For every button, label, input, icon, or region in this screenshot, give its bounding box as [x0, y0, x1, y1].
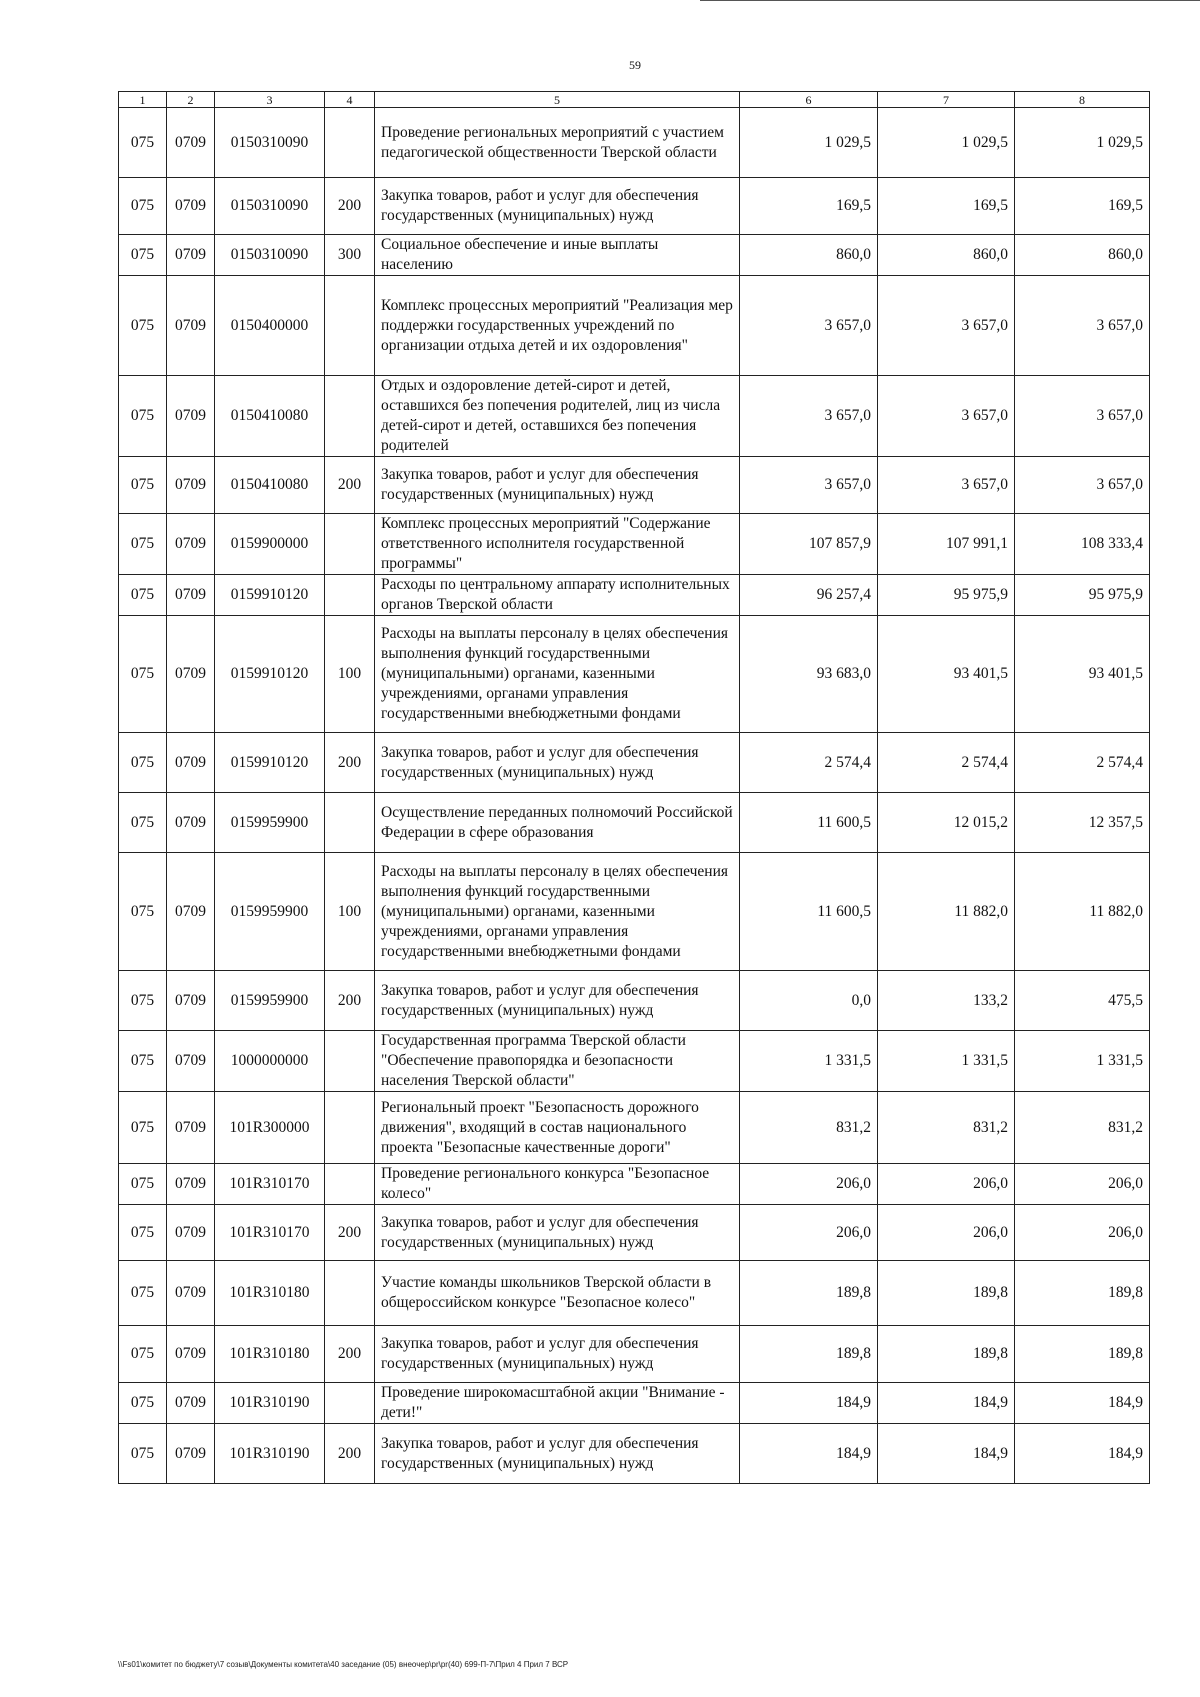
- table-row: [119, 1383, 1150, 1424]
- cell-code-expense-type: 100: [325, 853, 375, 971]
- cell-amount-year2: 184,9: [878, 1383, 1015, 1424]
- cell-code-expense-type: 200: [325, 971, 375, 1031]
- cell-amount-year1: 169,5: [740, 178, 878, 235]
- cell-code-section: 0709: [167, 514, 215, 575]
- cell-code-ministry: 075: [119, 235, 167, 276]
- table-row: [119, 178, 1150, 235]
- table-row: [119, 971, 1150, 1031]
- cell-amount-year1: 189,8: [740, 1326, 878, 1383]
- table-row: [119, 1205, 1150, 1261]
- cell-code-ministry: 075: [119, 971, 167, 1031]
- cell-code-target: 0150410080: [215, 376, 325, 457]
- cell-description: Расходы на выплаты персоналу в целях обеспечения выполнения функций государственными (муниципальными) органами, казенными учреждениями, органами управления государственными внебюджетными фондами: [375, 616, 740, 733]
- cell-description: Комплекс процессных мероприятий "Реализация мер поддержки государственных учреждений по организации отдыха детей и их оздоровления": [375, 276, 740, 376]
- cell-description: Осуществление переданных полномочий Российской Федерации в сфере образования: [375, 793, 740, 853]
- cell-code-target: 0159910120: [215, 575, 325, 616]
- cell-description: Проведение широкомасштабной акции "Внимание - дети!": [375, 1383, 740, 1424]
- cell-code-expense-type: 200: [325, 1205, 375, 1261]
- header-col-2: 2: [167, 92, 215, 108]
- cell-code-section: 0709: [167, 235, 215, 276]
- cell-code-expense-type: [325, 1031, 375, 1092]
- cell-amount-year3: 95 975,9: [1015, 575, 1150, 616]
- header-col-5: 5: [375, 92, 740, 108]
- cell-code-ministry: 075: [119, 276, 167, 376]
- table-row: [119, 1326, 1150, 1383]
- cell-code-expense-type: 200: [325, 733, 375, 793]
- cell-code-section: 0709: [167, 178, 215, 235]
- cell-description: Комплекс процессных мероприятий "Содержание ответственного исполнителя государственной программы": [375, 514, 740, 575]
- cell-code-target: 101R310190: [215, 1383, 325, 1424]
- cell-code-section: 0709: [167, 1031, 215, 1092]
- cell-code-expense-type: [325, 575, 375, 616]
- cell-amount-year2: 95 975,9: [878, 575, 1015, 616]
- cell-amount-year3: 206,0: [1015, 1205, 1150, 1261]
- cell-amount-year3: 93 401,5: [1015, 616, 1150, 733]
- cell-amount-year1: 0,0: [740, 971, 878, 1031]
- budget-table: [118, 91, 1150, 1484]
- cell-code-target: 0159910120: [215, 733, 325, 793]
- table-row: [119, 1424, 1150, 1484]
- cell-amount-year3: 1 029,5: [1015, 108, 1150, 178]
- cell-code-target: 0159959900: [215, 971, 325, 1031]
- cell-code-expense-type: [325, 1261, 375, 1326]
- cell-description: Социальное обеспечение и иные выплаты населению: [375, 235, 740, 276]
- cell-amount-year3: 189,8: [1015, 1261, 1150, 1326]
- cell-code-target: 101R310180: [215, 1261, 325, 1326]
- cell-code-target: 0159900000: [215, 514, 325, 575]
- table-row: [119, 235, 1150, 276]
- table-row: [119, 1164, 1150, 1205]
- table-row: [119, 793, 1150, 853]
- cell-amount-year2: 206,0: [878, 1164, 1015, 1205]
- cell-amount-year1: 11 600,5: [740, 853, 878, 971]
- cell-amount-year2: 831,2: [878, 1092, 1015, 1164]
- cell-description: Закупка товаров, работ и услуг для обеспечения государственных (муниципальных) нужд: [375, 1424, 740, 1484]
- table-row: [119, 575, 1150, 616]
- cell-code-target: 0159959900: [215, 793, 325, 853]
- cell-code-section: 0709: [167, 1261, 215, 1326]
- cell-code-section: 0709: [167, 1164, 215, 1205]
- cell-code-target: 101R300000: [215, 1092, 325, 1164]
- cell-amount-year1: 184,9: [740, 1383, 878, 1424]
- cell-code-section: 0709: [167, 276, 215, 376]
- cell-code-expense-type: [325, 1164, 375, 1205]
- cell-code-target: 0159959900: [215, 853, 325, 971]
- cell-code-section: 0709: [167, 376, 215, 457]
- table-row: [119, 376, 1150, 457]
- cell-amount-year2: 11 882,0: [878, 853, 1015, 971]
- cell-amount-year3: 108 333,4: [1015, 514, 1150, 575]
- cell-code-ministry: 075: [119, 1326, 167, 1383]
- cell-amount-year3: 12 357,5: [1015, 793, 1150, 853]
- cell-code-section: 0709: [167, 1205, 215, 1261]
- cell-code-expense-type: [325, 1092, 375, 1164]
- cell-amount-year1: 206,0: [740, 1205, 878, 1261]
- cell-amount-year3: 1 331,5: [1015, 1031, 1150, 1092]
- cell-code-target: 0150410080: [215, 457, 325, 514]
- header-col-1: 1: [119, 92, 167, 108]
- cell-code-target: 101R310180: [215, 1326, 325, 1383]
- table-row: [119, 1261, 1150, 1326]
- cell-code-target: 1000000000: [215, 1031, 325, 1092]
- cell-description: Закупка товаров, работ и услуг для обеспечения государственных (муниципальных) нужд: [375, 971, 740, 1031]
- cell-code-expense-type: [325, 276, 375, 376]
- cell-amount-year3: 11 882,0: [1015, 853, 1150, 971]
- cell-amount-year1: 107 857,9: [740, 514, 878, 575]
- cell-description: Региональный проект "Безопасность дорожного движения", входящий в состав национального проекта "Безопасные качественные дороги": [375, 1092, 740, 1164]
- cell-code-ministry: 075: [119, 1164, 167, 1205]
- cell-code-target: 0150400000: [215, 276, 325, 376]
- cell-code-ministry: 075: [119, 178, 167, 235]
- cell-code-target: 0159910120: [215, 616, 325, 733]
- cell-amount-year2: 3 657,0: [878, 276, 1015, 376]
- cell-amount-year2: 2 574,4: [878, 733, 1015, 793]
- table-row: [119, 1092, 1150, 1164]
- cell-code-expense-type: 200: [325, 457, 375, 514]
- cell-amount-year2: 3 657,0: [878, 376, 1015, 457]
- top-scan-line: [700, 0, 1200, 1]
- cell-amount-year1: 11 600,5: [740, 793, 878, 853]
- cell-code-ministry: 075: [119, 616, 167, 733]
- cell-amount-year3: 2 574,4: [1015, 733, 1150, 793]
- table-row: [119, 853, 1150, 971]
- cell-amount-year3: 184,9: [1015, 1424, 1150, 1484]
- cell-amount-year1: 206,0: [740, 1164, 878, 1205]
- cell-code-ministry: 075: [119, 1092, 167, 1164]
- cell-description: Участие команды школьников Тверской области в общероссийском конкурсе "Безопасное колесо": [375, 1261, 740, 1326]
- cell-amount-year3: 184,9: [1015, 1383, 1150, 1424]
- header-col-8: 8: [1015, 92, 1150, 108]
- cell-code-target: 101R310190: [215, 1424, 325, 1484]
- cell-amount-year3: 169,5: [1015, 178, 1150, 235]
- cell-code-target: 0150310090: [215, 178, 325, 235]
- table-row: [119, 514, 1150, 575]
- cell-amount-year3: 3 657,0: [1015, 276, 1150, 376]
- cell-amount-year3: 206,0: [1015, 1164, 1150, 1205]
- cell-code-expense-type: 100: [325, 616, 375, 733]
- cell-amount-year1: 1 331,5: [740, 1031, 878, 1092]
- cell-code-section: 0709: [167, 1424, 215, 1484]
- cell-amount-year2: 189,8: [878, 1261, 1015, 1326]
- cell-amount-year2: 189,8: [878, 1326, 1015, 1383]
- cell-amount-year2: 860,0: [878, 235, 1015, 276]
- cell-amount-year1: 184,9: [740, 1424, 878, 1484]
- cell-amount-year1: 3 657,0: [740, 457, 878, 514]
- cell-description: Государственная программа Тверской области "Обеспечение правопорядка и безопасности населения Тверской области": [375, 1031, 740, 1092]
- cell-description: Проведение региональных мероприятий с участием педагогической общественности Тверской области: [375, 108, 740, 178]
- cell-code-ministry: 075: [119, 457, 167, 514]
- table-row: [119, 108, 1150, 178]
- cell-code-section: 0709: [167, 616, 215, 733]
- cell-amount-year3: 831,2: [1015, 1092, 1150, 1164]
- cell-amount-year2: 1 029,5: [878, 108, 1015, 178]
- cell-code-expense-type: 200: [325, 178, 375, 235]
- header-col-6: 6: [740, 92, 878, 108]
- cell-amount-year1: 96 257,4: [740, 575, 878, 616]
- cell-amount-year1: 3 657,0: [740, 376, 878, 457]
- cell-amount-year2: 133,2: [878, 971, 1015, 1031]
- cell-code-section: 0709: [167, 575, 215, 616]
- cell-code-target: 101R310170: [215, 1205, 325, 1261]
- table-row: [119, 276, 1150, 376]
- cell-amount-year1: 2 574,4: [740, 733, 878, 793]
- cell-code-ministry: 075: [119, 1383, 167, 1424]
- cell-amount-year2: 169,5: [878, 178, 1015, 235]
- cell-amount-year2: 184,9: [878, 1424, 1015, 1484]
- cell-description: Закупка товаров, работ и услуг для обеспечения государственных (муниципальных) нужд: [375, 457, 740, 514]
- cell-code-expense-type: [325, 108, 375, 178]
- cell-code-target: 101R310170: [215, 1164, 325, 1205]
- cell-code-ministry: 075: [119, 376, 167, 457]
- cell-description: Проведение регионального конкурса "Безопасное колесо": [375, 1164, 740, 1205]
- cell-code-expense-type: 300: [325, 235, 375, 276]
- cell-amount-year2: 93 401,5: [878, 616, 1015, 733]
- cell-amount-year3: 475,5: [1015, 971, 1150, 1031]
- cell-code-section: 0709: [167, 1383, 215, 1424]
- cell-code-ministry: 075: [119, 1261, 167, 1326]
- table-row: [119, 1031, 1150, 1092]
- cell-code-section: 0709: [167, 971, 215, 1031]
- cell-amount-year3: 3 657,0: [1015, 457, 1150, 514]
- cell-code-section: 0709: [167, 733, 215, 793]
- table-row: [119, 616, 1150, 733]
- table-header-row: [119, 92, 1150, 108]
- cell-description: Закупка товаров, работ и услуг для обеспечения государственных (муниципальных) нужд: [375, 178, 740, 235]
- cell-code-ministry: 075: [119, 1031, 167, 1092]
- cell-amount-year1: 1 029,5: [740, 108, 878, 178]
- cell-code-ministry: 075: [119, 793, 167, 853]
- header-col-3: 3: [215, 92, 325, 108]
- cell-amount-year2: 1 331,5: [878, 1031, 1015, 1092]
- cell-amount-year2: 3 657,0: [878, 457, 1015, 514]
- cell-amount-year2: 107 991,1: [878, 514, 1015, 575]
- cell-code-ministry: 075: [119, 575, 167, 616]
- table-row: [119, 457, 1150, 514]
- cell-code-expense-type: [325, 514, 375, 575]
- cell-code-ministry: 075: [119, 853, 167, 971]
- cell-code-expense-type: [325, 793, 375, 853]
- header-col-4: 4: [325, 92, 375, 108]
- cell-amount-year1: 93 683,0: [740, 616, 878, 733]
- cell-amount-year3: 3 657,0: [1015, 376, 1150, 457]
- cell-description: Закупка товаров, работ и услуг для обеспечения государственных (муниципальных) нужд: [375, 733, 740, 793]
- cell-amount-year2: 206,0: [878, 1205, 1015, 1261]
- cell-amount-year3: 860,0: [1015, 235, 1150, 276]
- cell-code-section: 0709: [167, 793, 215, 853]
- cell-amount-year1: 189,8: [740, 1261, 878, 1326]
- page-number: 59: [629, 58, 641, 72]
- cell-code-target: 0150310090: [215, 108, 325, 178]
- table-body: [119, 108, 1150, 1484]
- cell-amount-year3: 189,8: [1015, 1326, 1150, 1383]
- cell-amount-year1: 831,2: [740, 1092, 878, 1164]
- cell-code-expense-type: 200: [325, 1424, 375, 1484]
- cell-code-ministry: 075: [119, 514, 167, 575]
- cell-amount-year1: 860,0: [740, 235, 878, 276]
- cell-description: Закупка товаров, работ и услуг для обеспечения государственных (муниципальных) нужд: [375, 1326, 740, 1383]
- cell-code-section: 0709: [167, 457, 215, 514]
- cell-amount-year1: 3 657,0: [740, 276, 878, 376]
- cell-code-ministry: 075: [119, 1205, 167, 1261]
- cell-description: Расходы по центральному аппарату исполнительных органов Тверской области: [375, 575, 740, 616]
- cell-code-expense-type: 200: [325, 1326, 375, 1383]
- cell-code-ministry: 075: [119, 1424, 167, 1484]
- cell-code-ministry: 075: [119, 733, 167, 793]
- cell-code-section: 0709: [167, 853, 215, 971]
- cell-amount-year2: 12 015,2: [878, 793, 1015, 853]
- cell-code-section: 0709: [167, 1092, 215, 1164]
- cell-code-expense-type: [325, 376, 375, 457]
- footer-file-path: \\Fs01\комитет по бюджету\7 созыв\Документы комитета\40 заседание (05) внеочер\pr\pr(40) 699-П-7\Прил 4 Прил 7 ВСР: [118, 1660, 569, 1669]
- header-col-7: 7: [878, 92, 1015, 108]
- cell-description: Закупка товаров, работ и услуг для обеспечения государственных (муниципальных) нужд: [375, 1205, 740, 1261]
- cell-code-ministry: 075: [119, 108, 167, 178]
- cell-code-section: 0709: [167, 1326, 215, 1383]
- cell-description: Расходы на выплаты персоналу в целях обеспечения выполнения функций государственными (муниципальными) органами, казенными учреждениями, органами управления государственными внебюджетными фондами: [375, 853, 740, 971]
- cell-code-target: 0150310090: [215, 235, 325, 276]
- table-row: [119, 733, 1150, 793]
- cell-code-section: 0709: [167, 108, 215, 178]
- cell-description: Отдых и оздоровление детей-сирот и детей, оставшихся без попечения родителей, лиц из числа детей-сирот и детей, оставшихся без попечения родителей: [375, 376, 740, 457]
- cell-code-expense-type: [325, 1383, 375, 1424]
